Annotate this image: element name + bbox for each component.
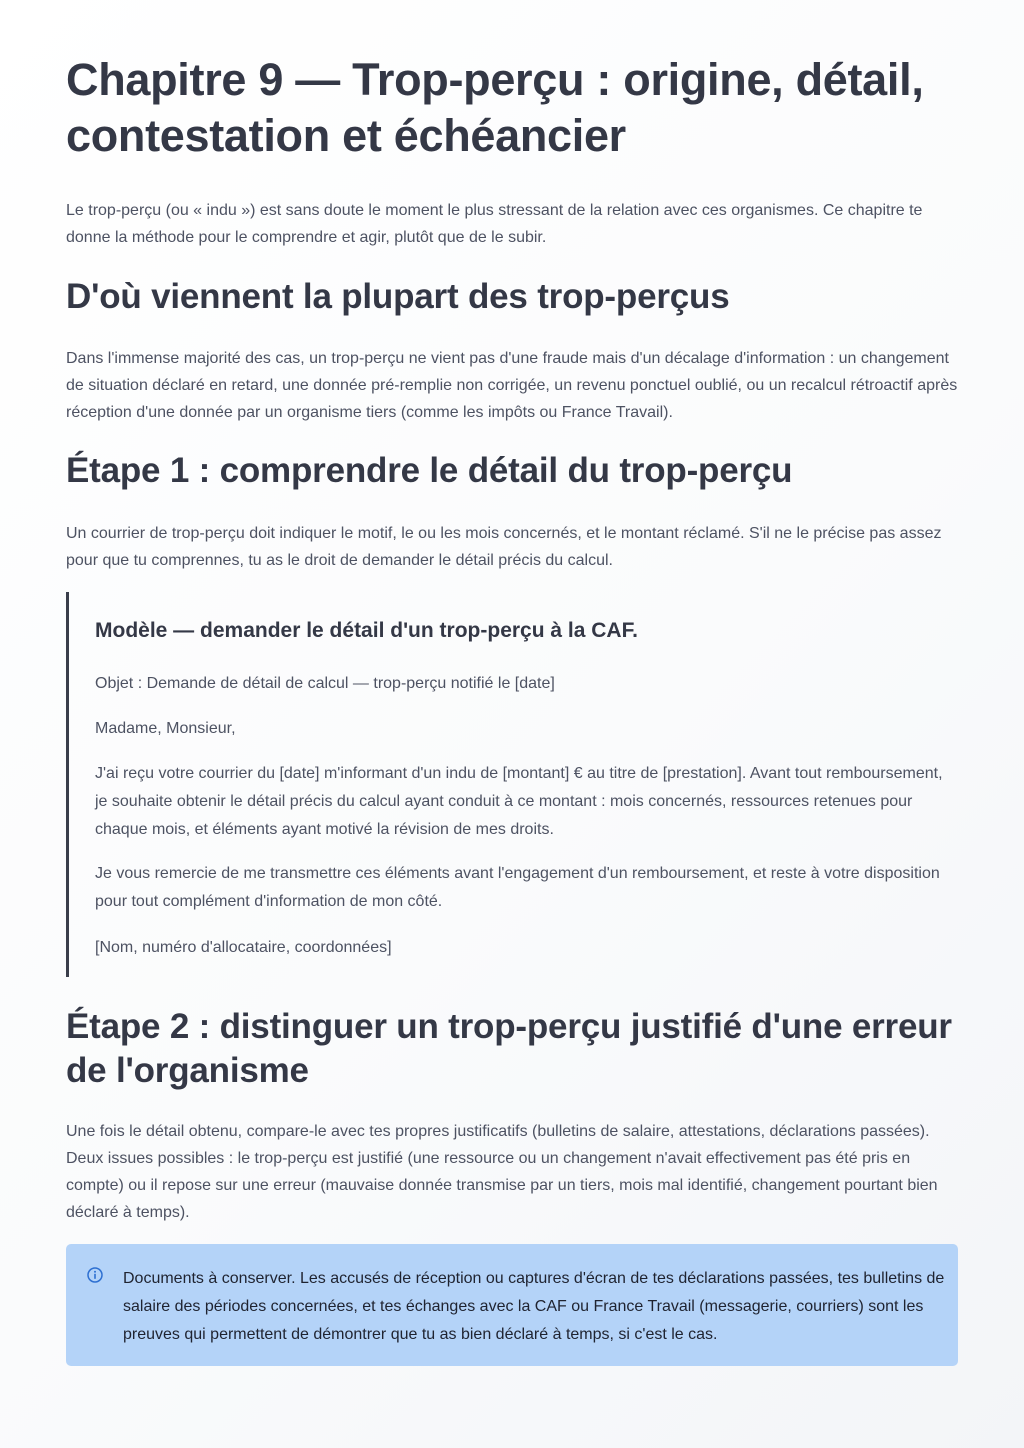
step-1-paragraph: Un courrier de trop-perçu doit indiquer le motif, le ou les mois concernés, et le montant réclamé. S'il ne le précise pas assez pour que tu comprennes, tu as le droit de demander le détail précis du calcul. <box>66 525 942 569</box>
intro-paragraph: Le trop-perçu (ou « indu ») est sans doute le moment le plus stressant de la relation avec ces organismes. Ce chapitre te donne la méthode pour le comprendre et agir, plutôt que de le subir. <box>66 202 923 246</box>
template-paragraph-2: Je vous remercie de me transmettre ces éléments avant l'engagement d'un remboursement, et reste à votre disposition pour tout complément d'information de mon côté. <box>95 865 940 910</box>
heading-step-2: Étape 2 : distinguer un trop-perçu justifié d'une erreur de l'organisme <box>66 1007 952 1090</box>
origin-paragraph: Dans l'immense majorité des cas, un trop-perçu ne vient pas d'une fraude mais d'un décalage d'information : un changement de situation déclaré en retard, une donnée pré-remplie non corrigée, un revenu ponctuel oublié, ou un recalcul rétroactif après réception d'une donnée par un organisme tiers (comme les impôts ou France Travail). <box>66 350 958 421</box>
letter-template-block <box>66 592 958 977</box>
step-2-paragraph: Une fois le détail obtenu, compare-le avec tes propres justificatifs (bulletins de salaire, attestations, déclarations passées). Deux issues possibles : le trop-perçu est justifié (une ressource ou un changement n'avait effectivement pas été pris en compte) ou il repose sur une erreur (mauvaise donnée transmise par un tiers, mois mal identifié, changement pourtant bien déclaré à temps). <box>66 1123 938 1221</box>
heading-origin: D'où viennent la plupart des trop-perçus <box>66 277 730 316</box>
template-title: Modèle — demander le détail d'un trop-perçu à la CAF. <box>95 619 638 642</box>
info-icon <box>87 1267 103 1283</box>
template-subject: Objet : Demande de détail de calcul — trop-perçu notifié le [date] <box>95 675 555 692</box>
info-callout <box>66 1244 958 1366</box>
template-paragraph-1: J'ai reçu votre courrier du [date] m'informant d'un indu de [montant] € au titre de [prestation]. Avant tout remboursement, je souhaite obtenir le détail précis du calcul ayant conduit à ce montant : mois concernés, ressources retenues pour chaque mois, et éléments ayant motivé la révision de mes droits. <box>95 765 943 838</box>
heading-step-1: Étape 1 : comprendre le détail du trop-perçu <box>66 451 793 490</box>
template-signature: [Nom, numéro d'allocataire, coordonnées] <box>95 939 392 956</box>
template-greeting: Madame, Monsieur, <box>95 720 236 737</box>
callout-text: Documents à conserver. Les accusés de réception ou captures d'écran de tes déclarations passées, tes bulletins de salaire des périodes concernées, et tes échanges avec la CAF ou France Travail (messagerie, courriers) sont les preuves qui permettent de démontrer que tu as bien déclaré à temps, si c'est le cas. <box>123 1270 945 1343</box>
chapter-title: Chapitre 9 — Trop-perçu : origine, détail, contestation et échéancier <box>66 54 924 161</box>
